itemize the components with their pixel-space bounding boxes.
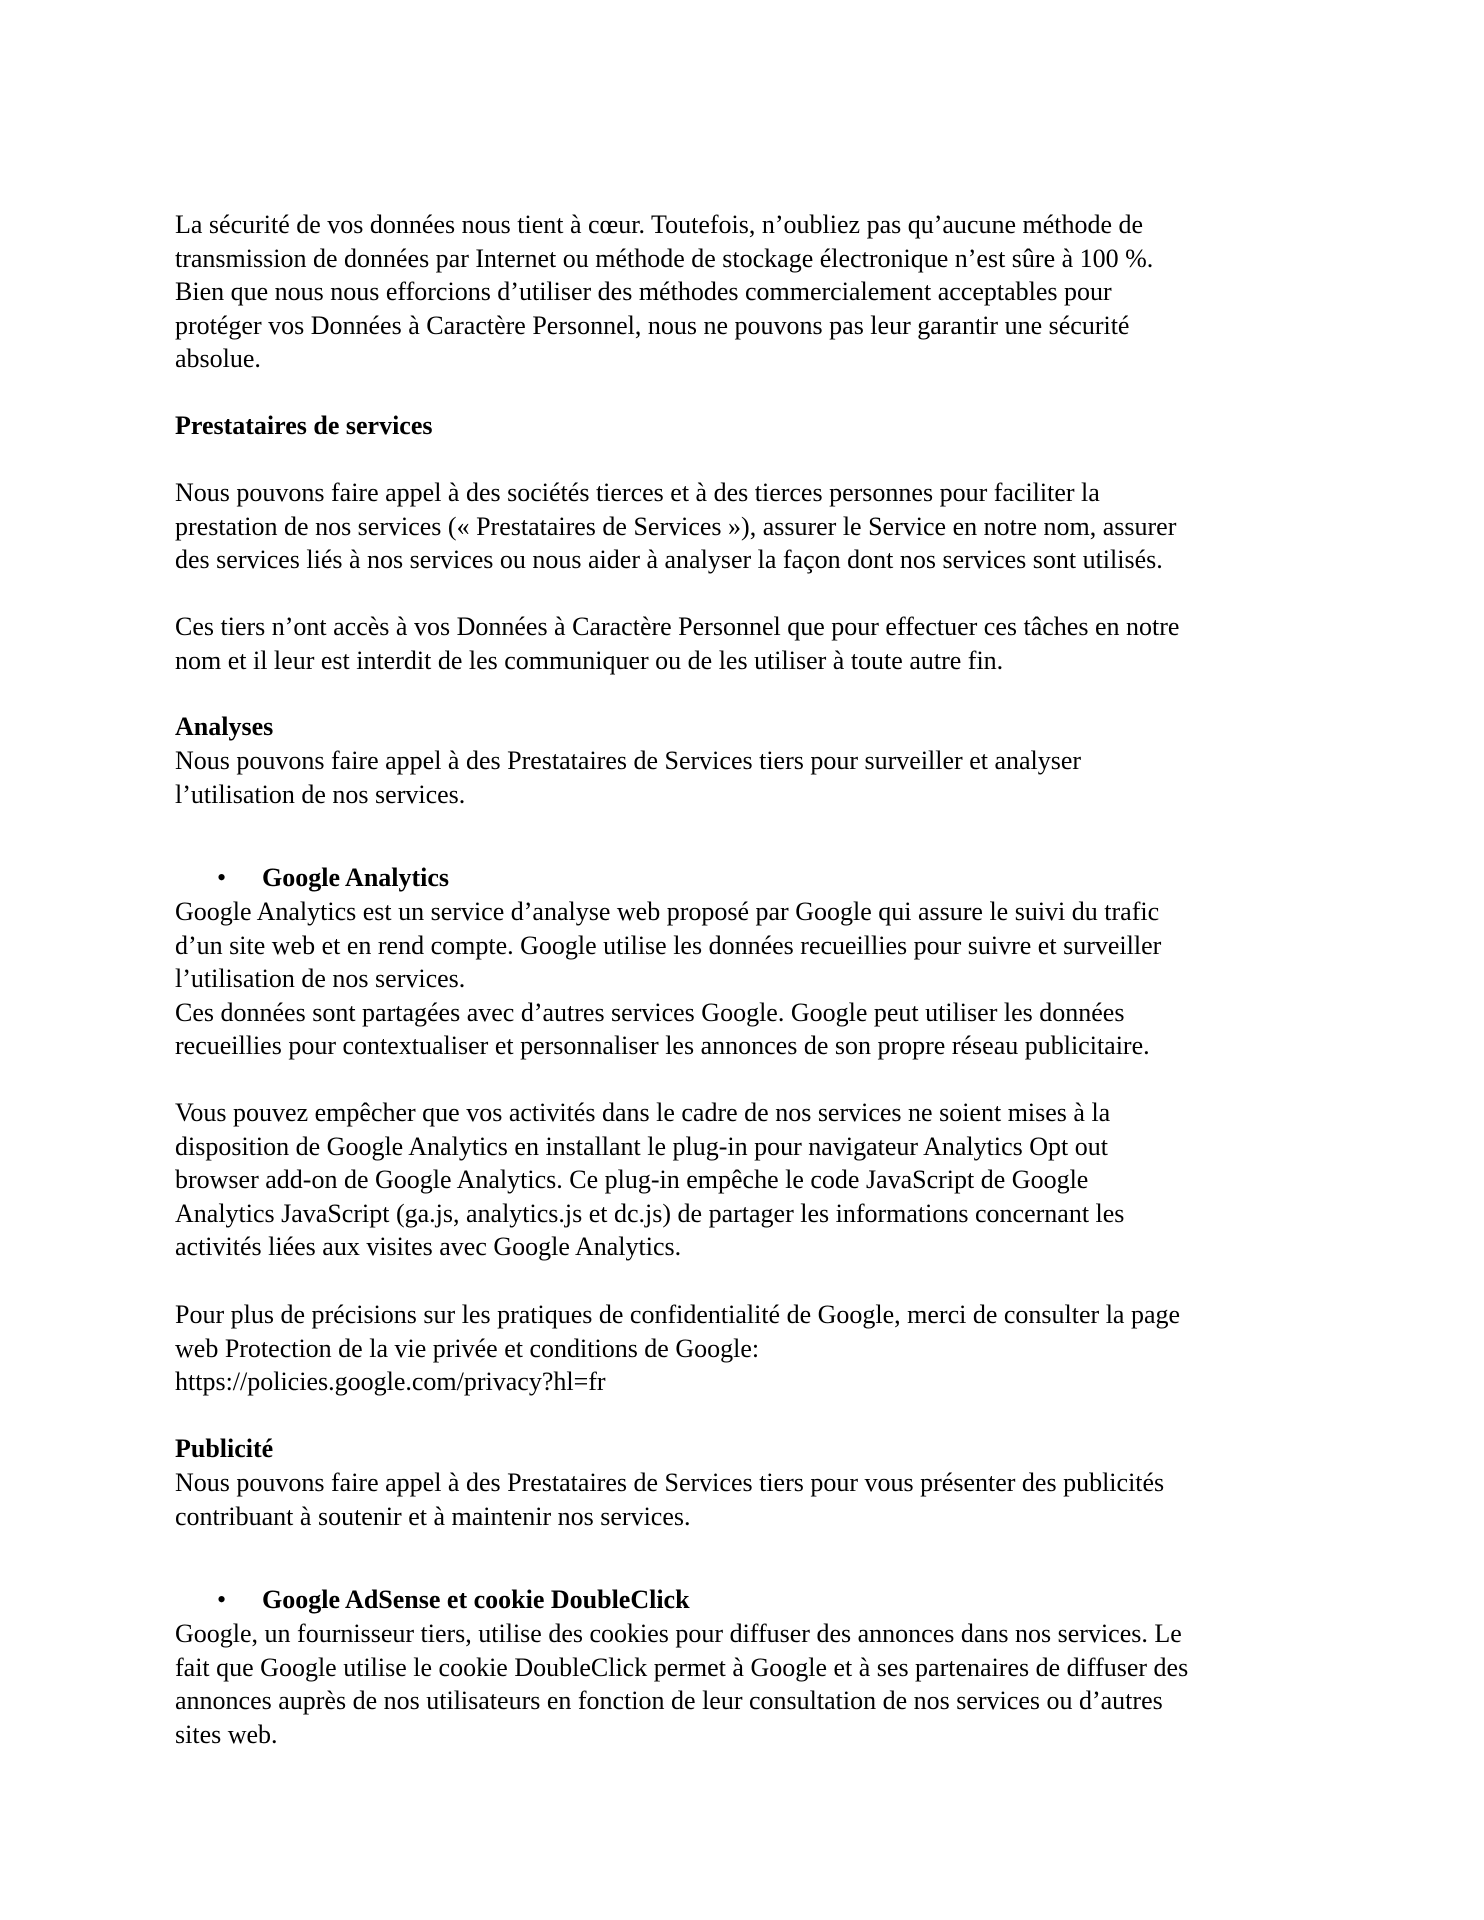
text-line: protéger vos Données à Caractère Personnel, nous ne pouvons pas leur garantir une sécurité <box>175 310 1130 340</box>
text-line: Vous pouvez empêcher que vos activités dans le cadre de nos services ne soient mises à la <box>175 1098 1111 1127</box>
text-line: absolue. <box>175 344 261 373</box>
text-line: des services liés à nos services ou nous aider à analyser la façon dont nos services sont utilisés. <box>175 545 1163 574</box>
text-line: Nous pouvons faire appel à des sociétés tierces et à des tierces personnes pour faciliter la <box>175 478 1100 507</box>
google-analytics-paragraph-2 <box>175 1096 1315 1264</box>
text-line: Pour plus de précisions sur les pratiques de confidentialité de Google, merci de consulter la page <box>175 1300 1181 1329</box>
text-line: contribuant à soutenir et à maintenir nos services. <box>175 1501 691 1531</box>
bullet-icon: • <box>217 863 227 892</box>
providers-heading: Prestataires de services <box>175 411 433 440</box>
intro-paragraph <box>175 208 1315 376</box>
text-line: l’utilisation de nos services. <box>175 779 466 809</box>
text-line: activités liées aux visites avec Google Analytics. <box>175 1232 682 1261</box>
analytics-paragraph <box>175 744 1315 811</box>
text-line: Ces tiers n’ont accès à vos Données à Caractère Personnel que pour effectuer ces tâches en notre <box>175 612 1180 641</box>
text-line: browser add-on de Google Analytics. Ce plug-in empêche le code JavaScript de Google <box>175 1165 1089 1194</box>
text-line: Analytics JavaScript (ga.js, analytics.js et dc.js) de partager les informations concernant les <box>175 1198 1125 1228</box>
providers-paragraph-1 <box>175 476 1315 577</box>
text-line: Bien que nous nous efforcions d’utiliser des méthodes commercialement acceptables pour <box>175 277 1112 306</box>
text-line: Nous pouvons faire appel à des Prestataires de Services tiers pour surveiller et analyser <box>175 746 1082 775</box>
bullet-icon: • <box>217 1585 227 1614</box>
text-line: Google, un fournisseur tiers, utilise des cookies pour diffuser des annonces dans nos services. Le <box>175 1619 1182 1648</box>
text-line: recueillies pour contextualiser et personnaliser les annonces de son propre réseau publicitaire. <box>175 1031 1150 1060</box>
text-line: Nous pouvons faire appel à des Prestataires de Services tiers pour vous présenter des publicités <box>175 1468 1165 1497</box>
adsense-title: Google AdSense et cookie DoubleClick <box>262 1585 690 1614</box>
text-line: l’utilisation de nos services. <box>175 964 466 993</box>
text-line: Google Analytics est un service d’analyse web proposé par Google qui assure le suivi du trafic <box>175 897 1160 926</box>
ads-paragraph <box>175 1466 1315 1533</box>
privacy-url: https://policies.google.com/privacy?hl=fr <box>175 1367 606 1396</box>
text-line: annonces auprès de nos utilisateurs en fonction de leur consultation de nos services ou d’autres <box>175 1686 1163 1715</box>
google-analytics-title: Google Analytics <box>262 863 450 892</box>
ads-heading: Publicité <box>175 1434 274 1463</box>
adsense-paragraph <box>175 1617 1315 1751</box>
text-line: La sécurité de vos données nous tient à cœur. Toutefois, n’oubliez pas qu’aucune méthode de <box>175 210 1144 239</box>
text-line: web Protection de la vie privée et conditions de Google: <box>175 1333 760 1363</box>
text-line: fait que Google utilise le cookie DoubleClick permet à Google et à ses partenaires de diffuser des <box>175 1652 1189 1682</box>
text-line: sites web. <box>175 1719 278 1749</box>
text-line: nom et il leur est interdit de les communiquer ou de les utiliser à toute autre fin. <box>175 645 1004 675</box>
providers-paragraph-2 <box>175 610 1315 677</box>
text-line: d’un site web et en rend compte. Google utilise les données recueillies pour suivre et surveiller <box>175 930 1162 960</box>
google-analytics-paragraph-1 <box>175 895 1315 1063</box>
text-line: prestation de nos services (« Prestataires de Services »), assurer le Service en notre nom, assurer <box>175 511 1177 541</box>
google-analytics-paragraph-3 <box>175 1298 1315 1399</box>
text-line: Ces données sont partagées avec d’autres services Google. Google peut utiliser les données <box>175 997 1125 1027</box>
text-line: transmission de données par Internet ou méthode de stockage électronique n’est sûre à 100 %. <box>175 243 1154 273</box>
analytics-heading: Analyses <box>175 712 274 741</box>
text-line: disposition de Google Analytics en installant le plug-in pour navigateur Analytics Opt out <box>175 1131 1108 1161</box>
